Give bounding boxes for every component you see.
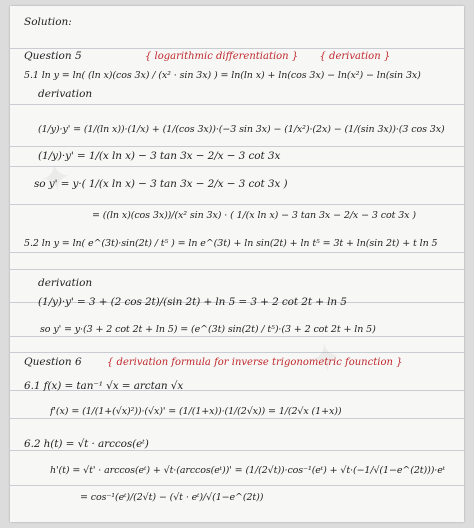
- watermark-mark: ✦: [37, 153, 75, 203]
- eq-so-1: so y' = y·( 1/(x ln x) − 3 tan 3x − 2/x − 3 cot 3x ): [34, 178, 288, 190]
- eq-6-2-derivative: h'(t) = √t' · arccos(eᵗ) + √t·(arccos(eᵗ))' = (1/(2√t))·cos⁻¹(eᵗ) + √t·(−1/√(1−e^(2t)))·eᵗ: [50, 465, 445, 476]
- eq-6-2-result: = cos⁻¹(eᵗ)/(2√t) − (√t · eᵗ)/√(1−e^(2t)): [80, 492, 264, 503]
- note-inverse-trig: { derivation formula for inverse trigonometric founction }: [107, 357, 403, 368]
- eq-6-2: 6.2 h(t) = √t · arccos(eᵗ): [24, 438, 149, 450]
- eq-derivative-3: (1/y)·y' = 3 + (2 cos 2t)/(sin 2t) + ln 5 = 3 + 2 cot 2t + ln 5: [38, 296, 347, 308]
- watermark-mark: ✦: [307, 333, 345, 383]
- eq-6-1-derivative: f'(x) = (1/(1+(√x)²))·(√x)' = (1/(1+x))·(1/(2√x)) = 1/(2√x (1+x)): [50, 406, 342, 417]
- question-6-heading: [24, 356, 456, 368]
- eq-5-2: 5.2 ln y = ln( e^(3t)·sin(2t) / t⁵ ) = ln e^(3t) + ln sin(2t) + ln t⁵ = 3t + ln(sin 2t) + t ln 5: [24, 238, 438, 249]
- eq-derivative-2: (1/y)·y' = 1/(x ln x) − 3 tan 3x − 2/x − 3 cot 3x: [38, 150, 281, 162]
- question-6-label: Question 6: [24, 356, 82, 368]
- worksheet-page: [10, 6, 464, 522]
- derivation-label-2: derivation: [38, 277, 93, 289]
- eq-so-1-expanded: = ((ln x)(cos 3x))/(x² sin 3x) · ( 1/(x ln x) − 3 tan 3x − 2/x − 3 cot 3x ): [92, 210, 416, 221]
- note-log-differentiation: { logarithmic differentiation }: [145, 51, 299, 62]
- question-5-label: Question 5: [24, 50, 82, 62]
- eq-so-2: so y' = y·(3 + 2 cot 2t + ln 5) = (e^(3t) sin(2t) / t⁵)·(3 + 2 cot 2t + ln 5): [40, 324, 376, 335]
- eq-6-1: 6.1 f(x) = tan⁻¹ √x = arctan √x: [24, 380, 184, 392]
- question-5-heading: [24, 50, 456, 62]
- eq-5-1: 5.1 ln y = ln( (ln x)(cos 3x) / (x² · sin 3x) ) = ln(ln x) + ln(cos 3x) − ln(x²) − ln(sin 3x): [24, 70, 421, 81]
- page-title: Solution:: [24, 16, 72, 28]
- note-derivation: { derivation }: [319, 51, 391, 62]
- eq-derivative-1: (1/y)·y' = (1/(ln x))·(1/x) + (1/(cos 3x))·(−3 sin 3x) − (1/x²)·(2x) − (1/(sin 3x))·(3 cos 3x): [38, 124, 445, 135]
- derivation-label-1: derivation: [38, 88, 93, 100]
